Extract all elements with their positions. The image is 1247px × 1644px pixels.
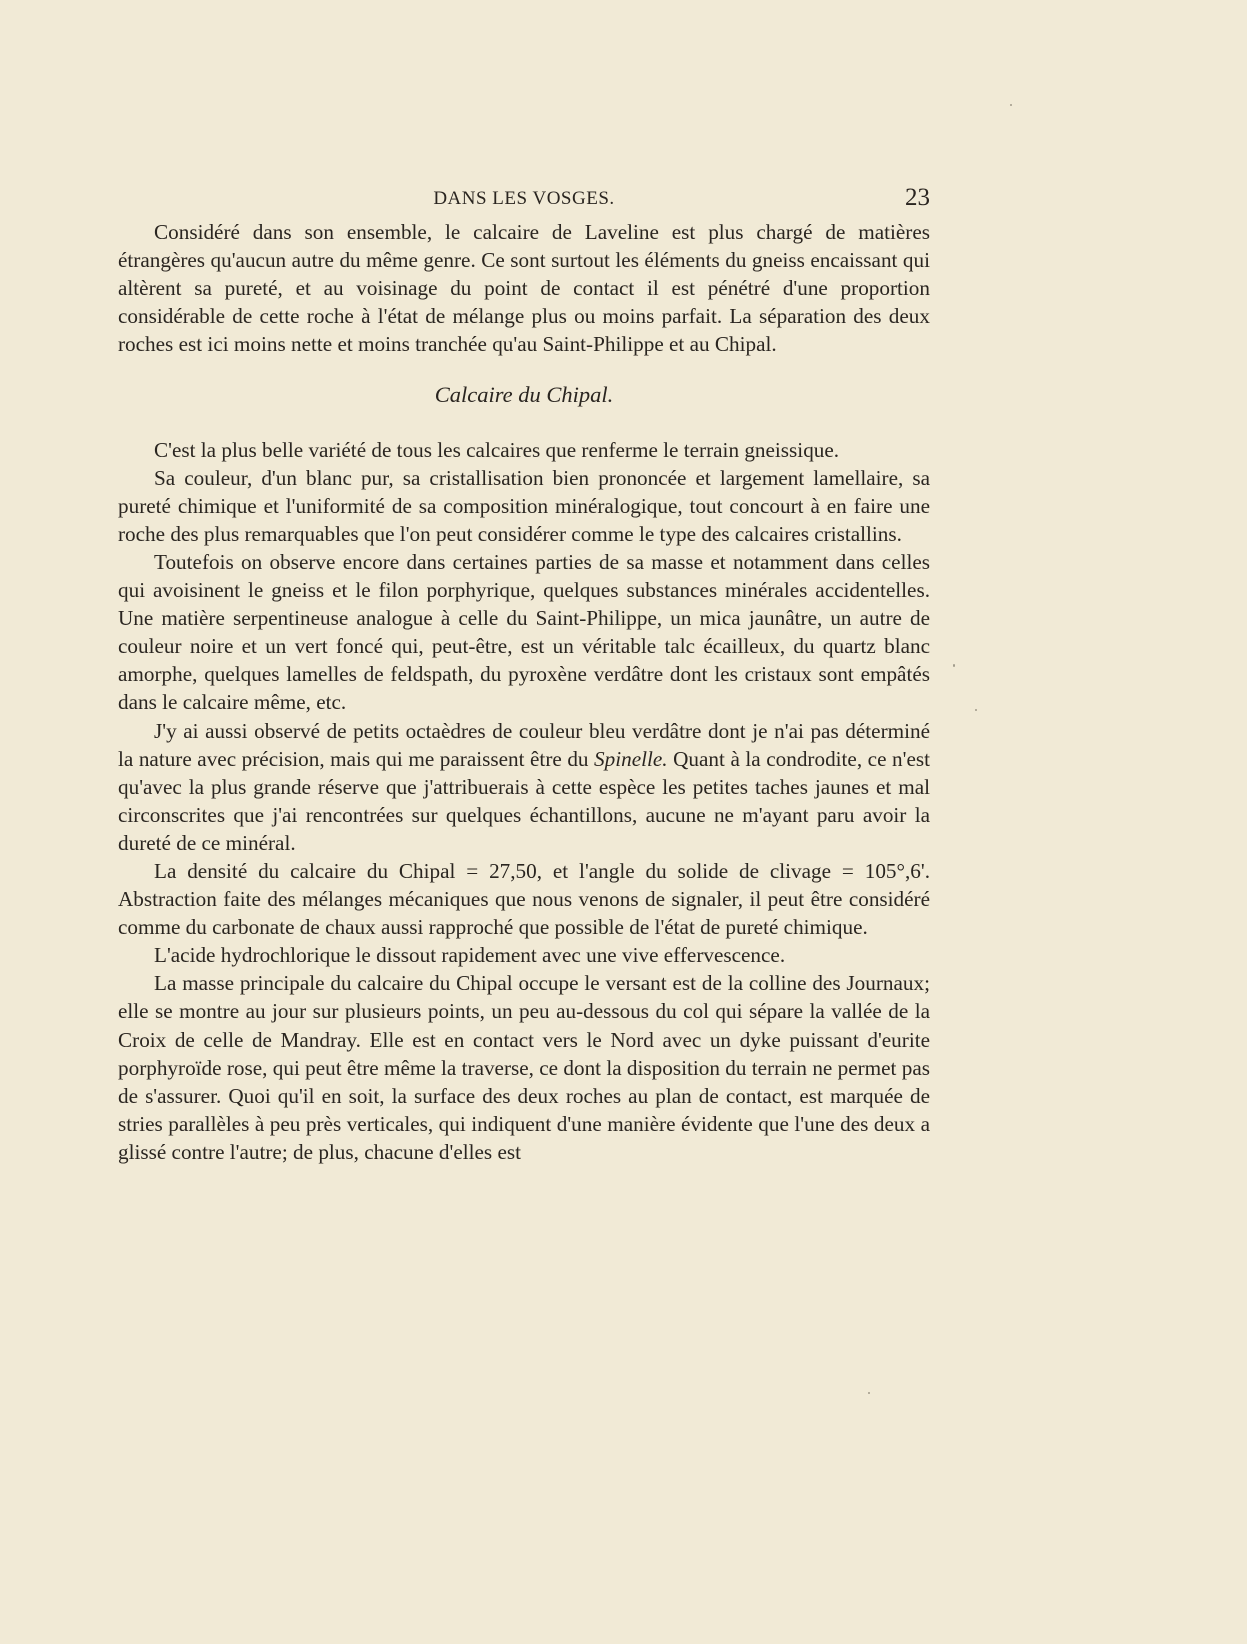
paragraph-couleur: Sa couleur, d'un blanc pur, sa cristallisation bien prononcée et largement lamellaire, sa pureté chimique et l'uniformité de sa composition minéralogique, tout concourt à en faire une roche des plus remarquables que l'on peut considérer comme le type des calcaires cristallins. (118, 465, 930, 546)
body-text (118, 218, 930, 1166)
paragraph-densite: La densité du calcaire du Chipal = 27,50, et l'angle du solide de clivage = 105°,6'. Abstraction faite des mélanges mécaniques que nous venons de signaler, il peut être considéré comme du carbonate de chaux aussi rapproché que possible de l'état de pureté chimique. (118, 858, 930, 940)
section-heading: Calcaire du Chipal. (434, 382, 614, 408)
paragraph-substances: Toutefois on observe encore dans certaines parties de sa masse et notamment dans celles qui avoisinent le gneiss et le filon porphyrique, quelques substances minérales accidentelles. Une matière serpentineuse analogue à celle du Saint-Philippe, un mica jaunâtre, un autre de couleur noire et un vert foncé qui, peut-être, est un véritable talc écailleux, du quartz blanc amorphe, quelques lamelles de feldspath, du pyroxène verdâtre dont les cristaux sont empâtés dans le calcaire même, etc. (118, 549, 930, 715)
paragraph-octaedres (118, 717, 930, 857)
spinelle-term: Spinelle. (594, 746, 668, 771)
running-title: DANS LES VOSGES. (433, 188, 615, 209)
paragraph-acide: L'acide hydrochlorique le dissout rapidement avec une vive effervescence. (154, 943, 786, 968)
running-head (118, 184, 930, 214)
paragraph-octaedres-part1: J'y ai aussi observé de petits octaèdres de couleur bleu verdâtre dont je n'ai pas déterminé la nature avec précision, mais qui me paraissent être du (118, 718, 930, 771)
paragraph-intro: C'est la plus belle variété de tous les calcaires que renferme le terrain gneissique. (154, 437, 840, 462)
paper-speck (1010, 104, 1012, 106)
paragraph-laveline: Considéré dans son ensemble, le calcaire de Laveline est plus chargé de matières étrangères qu'aucun autre du même genre. Ce sont surtout les éléments du gneiss encaissant qui altèrent sa pureté, et au voisinage du point de contact il est pénétré d'une proportion considérable de cette roche à l'état de mélange plus ou moins parfait. La séparation des deux roches est ici moins nette et moins tranchée qu'au Saint-Philippe et au Chipal. (118, 220, 930, 357)
paper-speck (868, 1392, 870, 1394)
paragraph-masse: La masse principale du calcaire du Chipal occupe le versant est de la colline des Journaux; elle se montre au jour sur plusieurs points, un peu au-dessous du col qui sépare la vallée de la Croix de celle de Mandray. Elle est en contact vers le Nord avec un dyke puissant d'eurite porphyroïde rose, qui peut être même la traverse, ce dont la disposition du terrain ne permet pas de s'assurer. Quoi qu'il en soit, la surface des deux roches au plan de contact, est marquée de stries parallèles à peu près verticales, qui indiquent d'une manière évidente que l'une des deux a glissé contre l'autre; de plus, chacune d'elles est (118, 971, 930, 1164)
paper-speck (953, 664, 955, 667)
paragraph-octaedres-part2: Quant à la condrodite, ce n'est qu'avec la plus grande réserve que j'attribuerais à cette espèce les petites taches jaunes et mal circonscrites que j'ai rencontrées sur quelques échantillons, aucune ne m'ayant paru avoir la dureté de ce minéral. (118, 746, 930, 855)
paper-speck (975, 709, 977, 711)
page-number: 23 (905, 184, 930, 211)
